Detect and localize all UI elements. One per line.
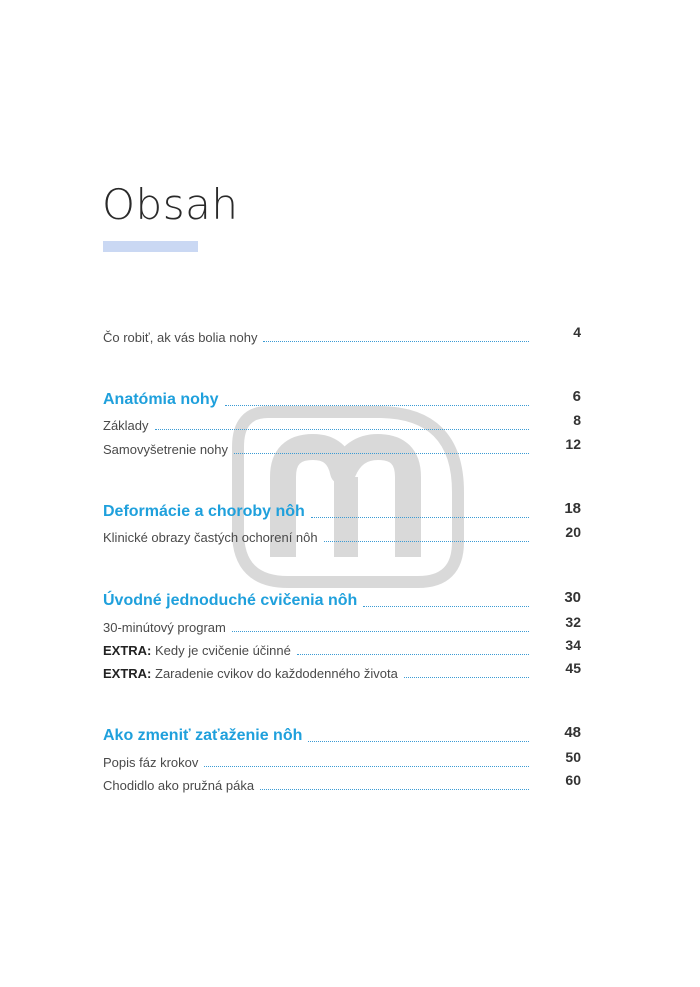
extra-prefix: EXTRA: — [103, 666, 152, 681]
toc-entry-page: 48 — [564, 724, 581, 741]
leader-dots — [297, 653, 529, 655]
leader-dots — [308, 740, 529, 742]
toc-section-label: Ako zmeniť zaťaženie nôh — [103, 727, 303, 744]
toc-entry-page: 4 — [573, 324, 581, 340]
leader-dots — [363, 605, 529, 607]
toc-section-label: Úvodné jednoduché cvičenia nôh — [103, 592, 358, 609]
toc-section-heading[interactable] — [103, 724, 581, 746]
toc-entry-page: 32 — [565, 614, 581, 630]
toc-entry[interactable] — [103, 772, 581, 794]
leader-dots — [260, 788, 529, 790]
toc-entry[interactable] — [103, 524, 581, 546]
toc-section-heading[interactable] — [103, 589, 581, 611]
leader-dots — [232, 630, 529, 632]
toc-entry-text: Kedy je cvičenie účinné — [155, 643, 291, 658]
toc-entry[interactable] — [103, 436, 581, 458]
toc-entry-extra[interactable] — [103, 660, 581, 682]
page-title: Obsah — [102, 180, 239, 229]
extra-prefix: EXTRA: — [103, 643, 152, 658]
toc-entry[interactable] — [103, 412, 581, 434]
toc-entry-page: 8 — [573, 412, 581, 428]
leader-dots — [234, 452, 529, 454]
toc-entry-label: 30-minútový program — [103, 620, 226, 635]
toc-entry[interactable] — [103, 614, 581, 636]
toc-entry-page: 12 — [565, 436, 581, 452]
toc-entry-page: 34 — [565, 637, 581, 653]
toc-section-heading[interactable] — [103, 500, 581, 522]
toc-entry-extra[interactable] — [103, 637, 581, 659]
leader-dots — [311, 516, 529, 518]
toc-entry-page: 50 — [565, 749, 581, 765]
toc-entry-page: 18 — [564, 500, 581, 517]
leader-dots — [225, 404, 529, 406]
toc-entry-label: Samovyšetrenie nohy — [103, 442, 229, 457]
toc-entry-label: Základy — [103, 418, 149, 433]
toc-entry-page: 20 — [565, 524, 581, 540]
toc-entry-label — [103, 643, 291, 659]
title-underline-bar — [103, 241, 198, 252]
leader-dots — [263, 340, 529, 342]
toc-section-label: Deformácie a choroby nôh — [103, 503, 305, 520]
toc-entry-label: Klinické obrazy častých ochorení nôh — [103, 530, 318, 545]
toc-entry-page: 6 — [572, 388, 581, 405]
leader-dots — [155, 428, 529, 430]
toc-entry-page: 45 — [565, 660, 581, 676]
leader-dots — [204, 765, 529, 767]
toc-entry-label: Chodidlo ako pružná páka — [103, 778, 255, 793]
toc-entry-label — [103, 666, 398, 682]
toc-entry[interactable] — [103, 324, 581, 346]
toc-entry-label: Popis fáz krokov — [103, 755, 199, 770]
toc-section-label: Anatómia nohy — [103, 391, 219, 408]
toc-section-heading[interactable] — [103, 388, 581, 410]
toc-entry-text: Zaradenie cvikov do každodenného života — [155, 666, 398, 681]
leader-dots — [404, 676, 529, 678]
toc-entry-page: 60 — [565, 772, 581, 788]
toc-entry-label: Čo robiť, ak vás bolia nohy — [103, 330, 258, 345]
toc-entry-page: 30 — [564, 589, 581, 606]
leader-dots — [324, 540, 529, 542]
toc-entry[interactable] — [103, 749, 581, 771]
